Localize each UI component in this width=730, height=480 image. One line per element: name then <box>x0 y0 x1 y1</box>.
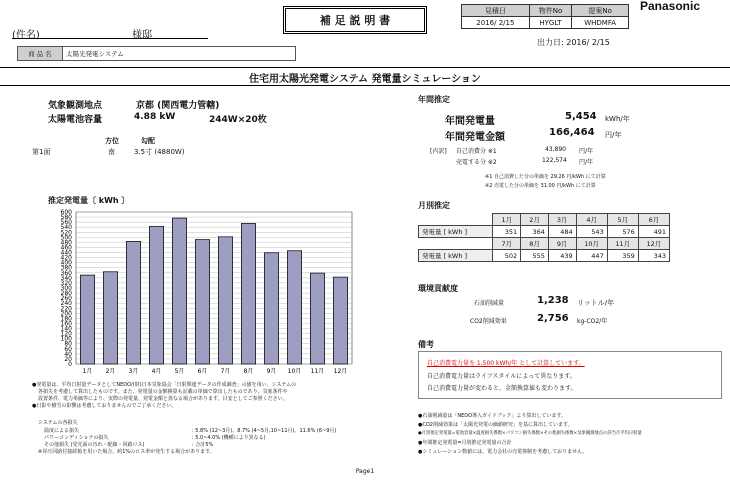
y-tick-label: 600 <box>60 209 72 216</box>
meta-proposal-no: WHDMFA <box>572 17 629 29</box>
month-header: 3月 <box>548 214 576 226</box>
y-tick-label: 300 <box>60 285 72 292</box>
self-consumption-label: 自己消費分 ※1 <box>456 148 497 155</box>
loss-value: : 合計5% <box>192 442 214 448</box>
y-tick-label: 220 <box>60 305 72 313</box>
x-tick-label: 9月 <box>266 368 277 375</box>
y-tick-label: 440 <box>60 249 72 257</box>
row-label: 発電量 [ kWh ] <box>419 226 493 238</box>
y-tick-label: 500 <box>60 234 72 242</box>
sell-value: 122,574 <box>542 157 567 164</box>
right-note: ●月別推定発電量=電池容量×温度損失係数×パワコン損失係数×その他損失係数×気象観測地点の該当月平均日射量 <box>418 431 642 436</box>
loss-label: その他損失 (受光面の汚れ・配線・回路ロス) <box>44 442 145 448</box>
y-tick-label: 280 <box>60 290 72 298</box>
x-tick-label: 11月 <box>310 368 325 375</box>
capacity-label: 太陽電池容量 <box>48 115 103 125</box>
month-header: 10月 <box>576 238 607 250</box>
row-label: 発電量 [ kWh ] <box>419 250 493 262</box>
bar <box>149 226 163 364</box>
month-value: 364 <box>521 226 549 238</box>
oil-value: 1,238 <box>537 295 569 306</box>
annual-gen-value: 5,454 <box>565 111 597 122</box>
month-value: 439 <box>548 250 576 262</box>
station-label: 気象観測地点 <box>48 101 103 111</box>
x-tick-label: 10月 <box>287 368 302 375</box>
loss-label: パワーコンディショナの損失 <box>44 435 109 441</box>
x-tick-label: 3月 <box>128 368 139 375</box>
bar <box>80 275 94 364</box>
note-paragraph: ●発電量は、平均日射量データとしてNEDO/(財)日本気象協会「日射関連データの作成調査」の値を用い、システムの <box>32 382 297 388</box>
x-tick-label: 5月 <box>174 368 185 375</box>
annual-note-1: ※1 自己消費した分の単価を 29.26 円/kWh にて計算 <box>485 174 606 180</box>
y-tick-label: 460 <box>60 244 72 252</box>
y-tick-label: 0 <box>68 361 72 368</box>
right-note: ●CO2削減効果は「太陽光発電の価値研究」を基に算出しています。 <box>418 422 573 428</box>
month-header: 11月 <box>607 238 638 250</box>
y-tick-label: 380 <box>60 264 72 272</box>
face-slope: 3.5寸 (4880W) <box>134 148 185 156</box>
right-note: ●年間推定発電量=月別推定発電量の合計 <box>418 440 512 446</box>
product-box <box>17 46 296 61</box>
generation-bar-chart <box>30 206 370 378</box>
page-number: Page1 <box>355 468 375 475</box>
meta-header-property-no: 物件No <box>529 5 571 17</box>
y-tick-label: 360 <box>60 269 72 277</box>
y-tick-label: 420 <box>60 254 72 262</box>
capacity-detail: 244W×20枚 <box>209 115 267 125</box>
meta-header-proposal-no: 提案No <box>572 5 629 17</box>
annual-amount-value: 166,464 <box>549 127 595 138</box>
y-tick-label: 580 <box>60 214 72 222</box>
product-label: 商 品 名 <box>18 47 63 60</box>
bar <box>287 251 301 364</box>
month-header: 6月 <box>638 214 669 226</box>
annual-amount-unit: 円/年 <box>605 131 622 139</box>
slope-header: 勾配 <box>141 137 155 145</box>
breakdown-label: [内訳] <box>430 148 447 155</box>
month-value: 576 <box>607 226 638 238</box>
self-consumption-unit: 円/年 <box>579 148 594 155</box>
loss-value: : 5.8% (12~3月)、8.7% (4~5月,10~11月)、11.6% (6~9月) <box>192 428 337 434</box>
y-tick-label: 240 <box>60 300 72 308</box>
note-paragraph: ●日影や積雪の影響は考慮しておりませんのでご了承ください。 <box>32 403 177 409</box>
y-tick-label: 200 <box>60 310 72 318</box>
annual-note-2: ※2 売電した分の単価を 31.00 円/kWh にて計算 <box>485 183 596 189</box>
month-header: 8月 <box>521 238 549 250</box>
bar <box>172 218 186 364</box>
month-value: 543 <box>576 226 607 238</box>
x-tick-label: 4月 <box>151 368 162 375</box>
bar <box>241 223 255 364</box>
face-label: 第1面 <box>32 148 51 156</box>
sell-unit: 円/年 <box>579 159 594 166</box>
y-tick-label: 400 <box>60 259 72 267</box>
month-header: 1月 <box>493 214 521 226</box>
customer-label: (件名) <box>12 30 40 41</box>
title-rule-bottom <box>0 85 730 86</box>
month-value: 484 <box>548 226 576 238</box>
chart-title: 推定発電量〔 kWh 〕 <box>48 196 130 205</box>
right-note: ●石油削減量は「NEDO導入ガイドブック」より算出しています。 <box>418 413 567 419</box>
y-tick-label: 540 <box>60 224 72 232</box>
y-tick-label: 480 <box>60 239 72 247</box>
loss-value: : 5.0~4.0% (機種により異なる) <box>192 435 266 441</box>
loss-note: ※昇圧回路付接続箱を用いた場合、約1%のロス率が発生する場合があります。 <box>38 449 215 455</box>
y-tick-label: 40 <box>64 350 72 358</box>
x-tick-label: 7月 <box>220 368 231 375</box>
month-value: 491 <box>638 226 669 238</box>
bar <box>126 241 140 364</box>
remarks-line-2: 自己消費電力量はライフスタイルによって異なります。 <box>427 373 576 380</box>
y-tick-label: 80 <box>64 340 72 348</box>
meta-property-no: HYGLT <box>529 17 571 29</box>
y-tick-label: 320 <box>60 279 72 287</box>
y-tick-label: 340 <box>60 274 72 282</box>
month-value: 343 <box>638 250 669 262</box>
bar <box>333 277 347 364</box>
co2-unit: kg-CO2/年 <box>577 318 608 325</box>
monthly-heading: 月別推定 <box>418 201 450 210</box>
right-note: ●シミュレーション数値には、電力会社の売電抑制を考慮しておりません。 <box>418 449 588 455</box>
env-heading: 環境貢献度 <box>418 284 458 293</box>
loss-label: 温度による損失 <box>44 428 80 434</box>
month-header: 4月 <box>576 214 607 226</box>
customer-underline <box>12 38 208 39</box>
product-name: 太陽光発電システム <box>66 50 124 58</box>
station-value: 京都 (関西電力管轄) <box>136 101 220 111</box>
month-header: 7月 <box>493 238 521 250</box>
meta-estimate-date: 2016/ 2/15 <box>462 17 530 29</box>
sell-label: 売電する分 ※2 <box>456 159 497 166</box>
title-rule-top <box>0 67 730 68</box>
y-tick-label: 560 <box>60 219 72 227</box>
bar <box>218 237 232 364</box>
x-tick-label: 1月 <box>82 368 93 375</box>
meta-table <box>461 4 629 29</box>
self-consumption-value: 43,890 <box>545 146 566 153</box>
annual-amount-label: 年間発電金額 <box>445 132 505 143</box>
month-header: 12月 <box>638 238 669 250</box>
month-value: 555 <box>521 250 549 262</box>
month-value: 447 <box>576 250 607 262</box>
annual-gen-label: 年間発電量 <box>445 116 495 127</box>
bar <box>310 273 324 364</box>
meta-header-estimate-date: 見積日 <box>462 5 530 17</box>
month-value: 502 <box>493 250 521 262</box>
capacity-value: 4.88 kW <box>134 112 176 122</box>
oil-unit: リットル/年 <box>577 299 615 307</box>
y-tick-label: 20 <box>64 355 72 363</box>
x-tick-label: 12月 <box>333 368 348 375</box>
y-tick-label: 160 <box>60 320 72 328</box>
loss-heading: システムの各損失 <box>38 420 78 426</box>
brand-logo: Panasonic <box>640 0 701 13</box>
bar <box>103 272 117 364</box>
month-value: 351 <box>493 226 521 238</box>
y-tick-label: 140 <box>60 325 72 333</box>
y-tick-label: 180 <box>60 315 72 323</box>
note-paragraph: 各損失を考慮して算出したものです。また、発電量の金額換算も記載の単価で算出したものであり、気象条件や <box>38 389 288 395</box>
output-date: 出力日: 2016/ 2/15 <box>537 38 610 47</box>
main-title: 住宅用太陽光発電システム 発電量シミュレーション <box>249 74 481 85</box>
x-tick-label: 6月 <box>197 368 208 375</box>
month-value: 359 <box>607 250 638 262</box>
bar <box>264 253 278 364</box>
remarks-line-1: 自己消費電力量を 1,500 kWh/年 として計算しています。 <box>427 360 585 367</box>
month-header: 5月 <box>607 214 638 226</box>
y-tick-label: 100 <box>60 335 72 343</box>
y-tick-label: 260 <box>60 295 72 303</box>
customer-suffix: 様邸 <box>132 30 152 41</box>
remarks-line-3: 自己消費電力量が変わると、金額換算値も変わります。 <box>427 385 577 392</box>
co2-label: CO2削減効果 <box>470 318 507 325</box>
document-title: 補 足 説 明 書 <box>285 8 425 32</box>
direction-header: 方位 <box>105 137 119 145</box>
bar <box>195 240 209 364</box>
y-tick-label: 60 <box>64 345 72 353</box>
monthly-table <box>418 213 670 262</box>
annual-heading: 年間推定 <box>418 95 450 104</box>
face-direction: 南 <box>108 148 115 156</box>
oil-label: 石油削減量 <box>474 300 505 307</box>
x-tick-label: 2月 <box>105 368 116 375</box>
month-header: 2月 <box>521 214 549 226</box>
y-tick-label: 120 <box>60 330 72 338</box>
remarks-heading: 備考 <box>418 340 434 349</box>
y-tick-label: 520 <box>60 229 72 237</box>
x-tick-label: 8月 <box>243 368 254 375</box>
note-paragraph: 設置条件、電力単価等により、実際の発電量、発電金額と異なる場合があります。目安としてご参照ください。 <box>38 396 288 402</box>
annual-gen-unit: kWh/年 <box>605 115 630 123</box>
co2-value: 2,756 <box>537 313 569 324</box>
month-header: 9月 <box>548 238 576 250</box>
